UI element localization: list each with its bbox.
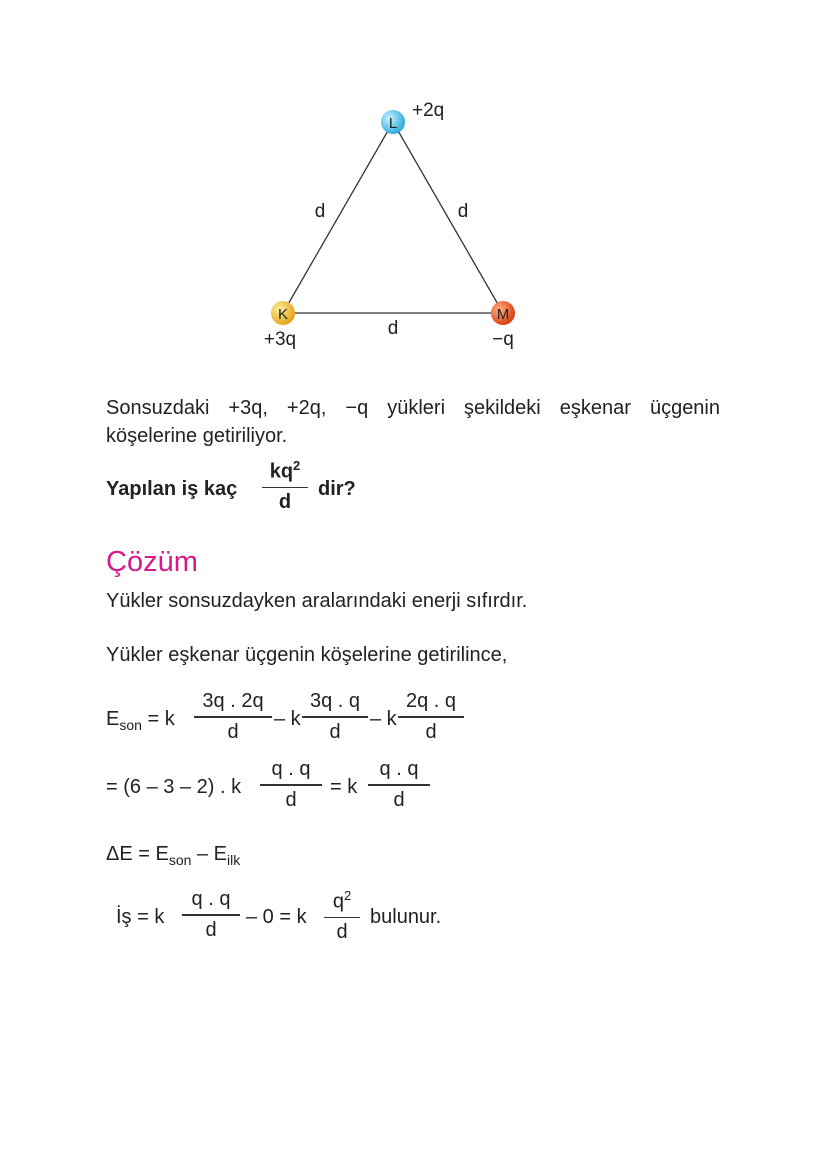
side-right-label: d: [457, 201, 469, 222]
eq1-minus-k-2: – k: [370, 708, 397, 730]
eq1-lhs: $E_{son} = k$: [106, 708, 175, 733]
charge-L-label: L: [388, 115, 398, 132]
question-numerator: $kq^2$: [269, 458, 301, 483]
eq4-lhs: İş = k: [116, 906, 165, 928]
question-suffix: dir?: [318, 478, 356, 500]
eq2-fraction-2: q . q d: [368, 758, 430, 812]
side-left-label: d: [314, 201, 326, 222]
side-right-line: [393, 122, 503, 313]
side-bottom-label: d: [387, 318, 399, 339]
charge-K-value: +3q: [263, 329, 297, 350]
question-prefix: Yapılan iş kaç: [106, 478, 238, 500]
solution-line-2: Yükler eşkenar üçgenin köşelerine getirilince,: [106, 644, 508, 666]
eq1-fraction-2: 3q . q d: [302, 690, 368, 744]
question-fraction: [262, 458, 308, 514]
side-left-line: [283, 122, 393, 313]
eq4-suffix: bulunur.: [370, 906, 442, 928]
eq2-fraction-1: q . q d: [260, 758, 322, 812]
charge-L-value: +2q: [412, 100, 445, 121]
eq1-fraction-1: 3q . 2q d: [194, 690, 272, 744]
eq2-lhs: = (6 – 3 – 2) . k: [106, 776, 242, 798]
question-denominator: d: [278, 491, 292, 514]
triangle-diagram: [0, 0, 828, 400]
charge-K-label: K: [277, 306, 289, 323]
eq4-fraction-1: q . q d: [182, 888, 240, 942]
eq3-delta-energy: $\Delta E = E_{son} - E_{ilk}$: [106, 843, 241, 868]
solution-line-1: Yükler sonsuzdayken aralarındaki enerji sıfırdır.: [106, 590, 528, 612]
eq1-minus-k-1: – k: [274, 708, 301, 730]
problem-line-1: Sonsuzdaki +3q, +2q, −q yükleri şekildeki eşkenar üçgenin: [106, 397, 720, 419]
eq1-fraction-3: 2q . q d: [398, 690, 464, 744]
eq4-fraction-2: $q^2$ d: [324, 888, 360, 944]
problem-line-2: köşelerine getiriliyor.: [106, 425, 288, 447]
charge-M-label: M: [496, 306, 510, 323]
eq2-mid: = k: [330, 776, 358, 798]
eq4-mid: – 0 = k: [246, 906, 307, 928]
solution-title: Çözüm: [106, 546, 198, 578]
charge-M-value: −q: [492, 329, 514, 350]
